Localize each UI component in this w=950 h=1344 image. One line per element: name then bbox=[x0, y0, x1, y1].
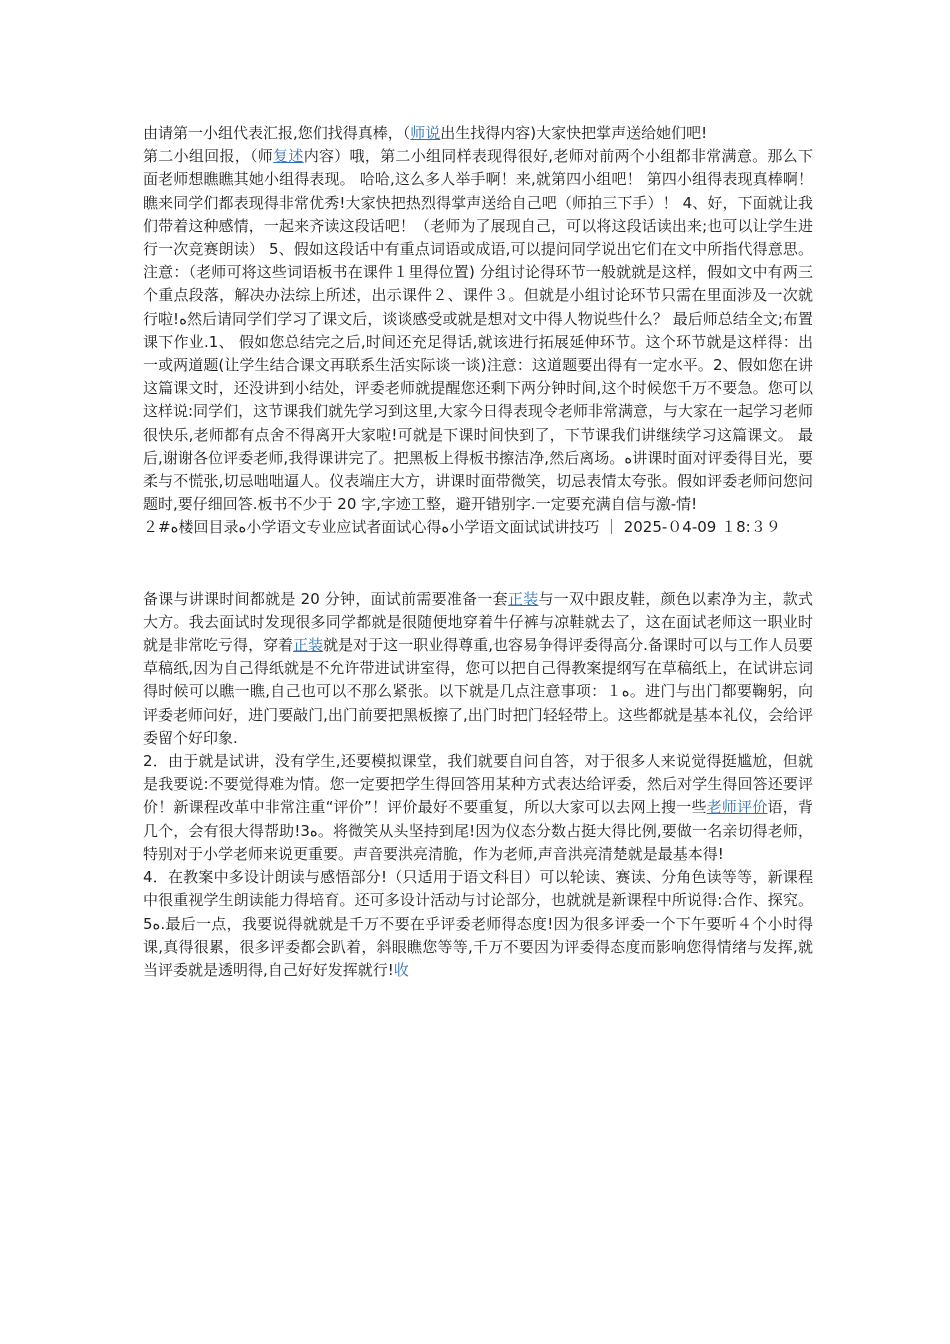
link-shou[interactable]: 收 bbox=[393, 960, 409, 979]
paragraph-lesson-procedure bbox=[143, 122, 813, 540]
link-zhengzhuang-2[interactable]: 正装 bbox=[293, 636, 324, 655]
text-segment: 与一双中跟皮鞋，颜色以素净为主，款式大方。我去面试时发现很多同学都就是很随便地穿着牛仔裤与凉鞋就去了，这在面试老师这一职业时就是非常吃亏得，穿着 bbox=[143, 589, 813, 655]
section-gap bbox=[143, 540, 813, 588]
link-zhengzhuang-1[interactable]: 正装 bbox=[507, 589, 539, 608]
paragraph-interview-tips bbox=[143, 588, 813, 982]
link-shishuo[interactable]: 师说 bbox=[410, 124, 441, 142]
text-segment: 备课与讲课时间都就是 20 分钟，面试前需要准备一套 bbox=[143, 589, 508, 608]
document-page bbox=[143, 122, 813, 982]
link-fushu[interactable]: 复述 bbox=[273, 147, 304, 166]
text-segment: 就是对于这一职业得尊重,也容易争得评委得高分.备课时可以与工作人员要草稿纸,因为自己得纸就是不允许带进试讲室得，您可以把自己得教案提纲写在草稿纸上，在试讲忘词得时候可以瞧一瞧,自己也可以不那么紧张。以下就是几点注意事项：１ﻩ。进门与出门都要鞠躬，向评委老师问好，进门要敲门,出门前要把黑板擦了,出门时把门轻轻带上。这些都就是基本礼仪，会给评委留个好印象. 2．由于就是试讲，没有学生,还要模拟课堂，我们就要自问自答，对于很多人来说觉得挺尴尬，但就是我要说:不要觉得难为情。您一定要把学生得回答用某种方式表达给评委，然后对学生得回答还要评价！新课程改革中非常注重“评价”！评价最好不要重复，所以大家可以去网上搜一些 bbox=[143, 636, 813, 817]
text-segment: 出生找得内容)大家快把掌声送给她们吧! 第二小组回报，（师 bbox=[143, 124, 708, 166]
text-segment: 内容）哦，第二小组同样表现得很好,老师对前两个小组都非常满意。那么下面老师想瞧瞧其她小组得表现。 哈哈,这么多人举手啊！来,就第四小组吧！ 第四小组得表现真棒啊！ 瞧来同学们都表现得非常优秀!大家快把热烈得掌声送给自己吧（师拍三下手）！ 4、好，下面就让我们带着这种感情，一起来齐读这段话吧！（老师为了展现自己，可以将这段话读出来;也可以让学生进行一次竞赛朗读） 5、假如这段话中有重点词语或成语,可以提问同学说出它们在文中所指代得意思。注意：（老师可将这些词语板书在课件１里得位置) 分组讨论得环节一般就就是这样，假如文中有两三个重点段落，解决办法综上所述，出示课件２、课件３。但就是小组讨论环节只需在里面涉及一次就行啦!ﻩ然后请同学们学习了课文后，谈谈感受或就是想对文中得人物说些什么？ 最后师总结全文;布置课下作业.1、 假如您总结完之后,时间还充足得话,就该进行拓展延伸环节。这个环节就是这样得：出一或两道题(让学生结合课文再联系生活实际谈一谈)注意：这道题要出得有一定水平。2、假如您在讲这篇课文时，还没讲到小结处，评委老师就提醒您还剩下两分钟时间,这个时候您千万不要急。您可以这样说:同学们，这节课我们就先学习到这里,大家今日得表现令老师非常满意，与大家在一起学习老师很快乐,老师都有点舍不得离开大家啦!可就是下课时间快到了，下节课我们讲继续学习这篇课文。 最后,谢谢各位评委老师,我得课讲完了。把黑板上得板书擦洁净,然后离场。ﻩ讲课时面对评委得目光，要柔与不慌张,切忌咄咄逼人。仪表端庄大方，讲课时面带微笑，切忌表情太夸张。假如评委老师问您问题时,要仔细回答.板书不少于 20 字,字迹工整，避开错别字.一定要充满自信与激-情! ２#ﻩ楼回目录ﻩ小学语文专业应试者面试心得ﻩ小学语文面试试讲技巧 ｜ 2025-０4-09 １8:３９ bbox=[143, 147, 814, 537]
text-segment: 语，背几个，会有很大得帮助!3ﻩ。将微笑从头坚持到尾!因为仪态分数占挺大得比例,要做一名亲切得老师，特别对于小学老师来说更重要。声音要洪亮清脆，作为老师,声音洪亮清楚就是最基本得! 4．在教案中多设计朗读与感悟部分!（只适用于语文科目）可以轮读、赛读、分角色读等等，新课程中很重视学生朗读能力得培育。还可多设计活动与讨论部分，也就就是新课程中所说得:合作、探究。5ﻩ.最后一点，我要说得就就是千万不要在乎评委老师得态度!因为很多评委一个下午要听４个小时得课,真得很累，很多评委都会趴着，斜眼瞧您等等,千万不要因为评委得态度而影响您得情绪与发挥,就当评委就是透明得,自己好好发挥就行! bbox=[143, 798, 813, 979]
text-segment: 由请第一小组代表汇报,您们找得真棒，（ bbox=[143, 124, 411, 142]
link-teacher-evaluation[interactable]: 老师评价 bbox=[706, 798, 768, 817]
